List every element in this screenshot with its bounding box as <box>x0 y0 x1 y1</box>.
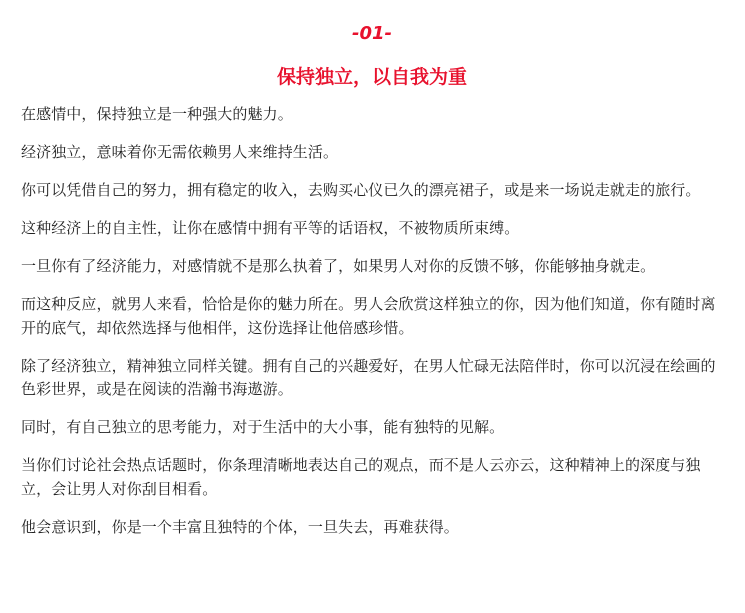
paragraph: 经济独立，意味着你无需依赖男人来维持生活。 <box>21 143 339 161</box>
paragraph: 当你们讨论社会热点话题时，你条理清晰地表达自己的观点，而不是人云亦云，这种精神上的深度与独立，会让男人对你刮目相看。 <box>21 456 701 498</box>
article-body <box>21 103 723 539</box>
paragraph: 一旦你有了经济能力，对感情就不是那么执着了，如果男人对你的反馈不够，你能够抽身就走。 <box>21 257 656 275</box>
paragraph: 在感情中，保持独立是一种强大的魅力。 <box>21 105 293 123</box>
paragraph: 这种经济上的自主性，让你在感情中拥有平等的话语权，不被物质所束缚。 <box>21 219 520 237</box>
paragraph: 而这种反应，就男人来看，恰恰是你的魅力所在。男人会欣赏这样独立的你，因为他们知道，你有随时离开的底气，却依然选择与他相伴，这份选择让他倍感珍惜。 <box>21 295 716 337</box>
paragraph: 除了经济独立，精神独立同样关键。拥有自己的兴趣爱好，在男人忙碌无法陪伴时，你可以沉浸在绘画的色彩世界，或是在阅读的浩瀚书海遨游。 <box>21 356 716 398</box>
paragraph: 他会意识到，你是一个丰富且独特的个体，一旦失去，再难获得。 <box>21 517 459 536</box>
section-number: -01- <box>352 23 392 44</box>
paragraph: 同时，有自己独立的思考能力，对于生活中的大小事，能有独特的见解。 <box>21 418 505 436</box>
section-title: 保持独立，以自我为重 <box>276 66 467 88</box>
paragraph: 你可以凭借自己的努力，拥有稳定的收入，去购买心仪已久的漂亮裙子，或是来一场说走就走的旅行。 <box>21 181 701 199</box>
